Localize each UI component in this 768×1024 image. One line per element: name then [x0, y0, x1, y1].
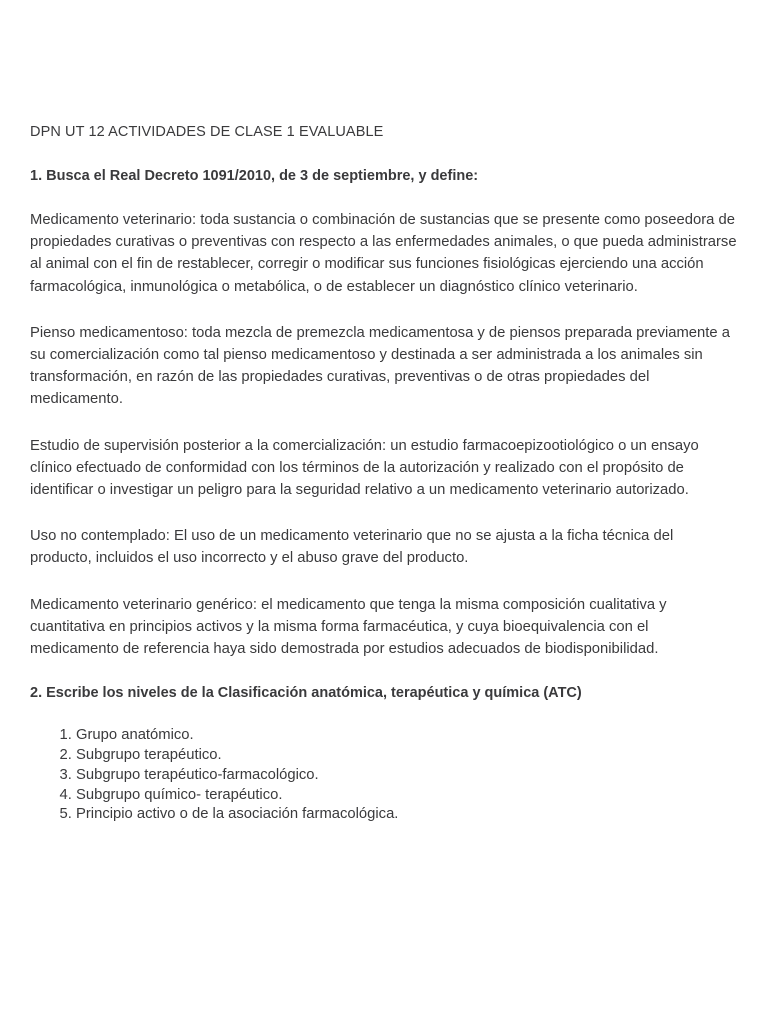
list-item: 2. Subgrupo terapéutico.	[76, 746, 738, 766]
question-1-heading: 1. Busca el Real Decreto 1091/2010, de 3 de septiembre, y define:	[30, 168, 479, 184]
document-title: DPN UT 12 ACTIVIDADES DE CLASE 1 EVALUABLE	[30, 124, 384, 140]
question-2-heading: 2. Escribe los niveles de la Clasificación anatómica, terapéutica y química (ATC)	[30, 685, 582, 702]
list-item: 5. Principio activo o de la asociación farmacológica.	[76, 805, 738, 825]
definition-estudio-supervision: Estudio de supervisión posterior a la comercialización: un estudio farmacoepizootiológico o un ensayo clínico efectuado de conformidad con los términos de la autorización y realizado con el propósito de identificar o investigar un peligro para la seguridad relativo a un medicamento veterinario autorizado.	[30, 437, 699, 499]
list-item: 3. Subgrupo terapéutico-farmacológico.	[76, 766, 738, 786]
definition-uso-no-contemplado: Uso no contemplado: El uso de un medicamento veterinario que no se ajusta a la ficha técnica del producto, incluidos el uso incorrecto y el abuso grave del producto.	[30, 528, 674, 567]
definition-medicamento-veterinario: Medicamento veterinario: toda sustancia o combinación de sustancias que se presente como poseedora de propiedades curativas o preventivas con respecto a las enfermedades animales, o que pueda administrarse al animal con el fin de restablecer, corregir o modificar sus funciones fisiológicas ejerciendo una acción farmacológica, inmunológica o metabólica, o de establecer un diagnóstico clínico veterinario.	[30, 212, 737, 295]
definition-medicamento-generico: Medicamento veterinario genérico: el medicamento que tenga la misma composición cualitativa y cuantitativa en principios activos y la misma forma farmacéutica, y cuya bioequivalencia con el medicamento de referencia haya sido demostrada por estudios adecuados de biodisponibilidad.	[30, 596, 667, 658]
list-item: 1. Grupo anatómico.	[76, 726, 738, 746]
definition-pienso-medicamentoso: Pienso medicamentoso: toda mezcla de premezcla medicamentosa y de piensos preparada previamente a su comercialización como tal pienso medicamentoso y destinada a ser administrada a los animales sin transformación, en razón de las propiedades curativas, preventivas o de otras propiedades del medicamento.	[30, 324, 730, 408]
list-item: 4. Subgrupo químico- terapéutico.	[76, 786, 738, 806]
atc-levels-list	[30, 726, 738, 825]
